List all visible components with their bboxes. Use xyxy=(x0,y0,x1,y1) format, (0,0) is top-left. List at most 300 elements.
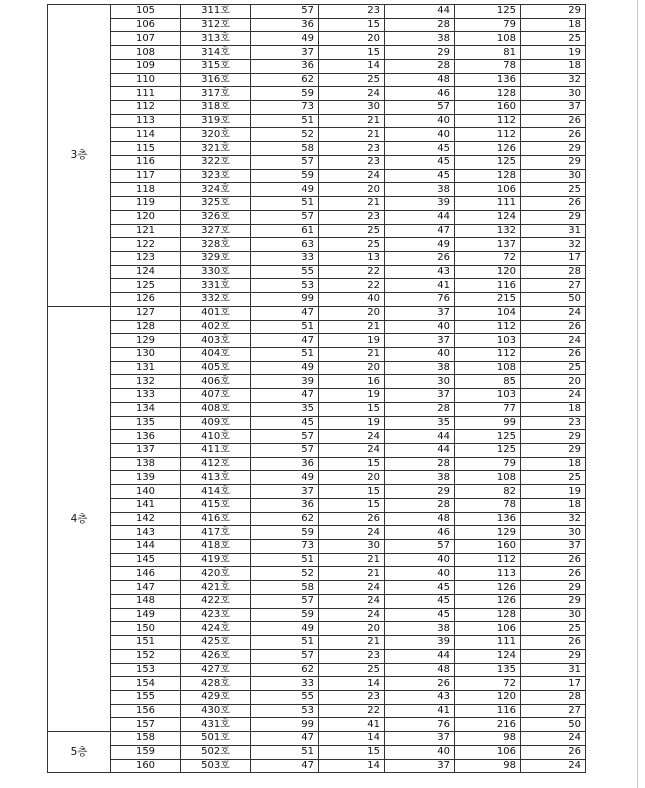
row-number-cell: 130 xyxy=(111,347,181,361)
area-value-1-cell: 39 xyxy=(251,375,319,389)
area-value-4-cell: 106 xyxy=(455,745,521,759)
area-value-5-cell: 26 xyxy=(521,114,586,128)
table-row xyxy=(48,732,586,746)
area-value-1-cell: 51 xyxy=(251,636,319,650)
row-number-cell: 150 xyxy=(111,622,181,636)
table-row xyxy=(48,498,586,512)
area-value-3-cell: 40 xyxy=(385,320,455,334)
area-value-1-cell: 73 xyxy=(251,540,319,554)
area-value-2-cell: 25 xyxy=(319,224,385,238)
area-value-1-cell: 55 xyxy=(251,265,319,279)
area-value-5-cell: 31 xyxy=(521,224,586,238)
unit-area-table xyxy=(47,4,586,773)
row-number-cell: 138 xyxy=(111,457,181,471)
unit-number-cell: 403호 xyxy=(181,334,251,348)
table-row xyxy=(48,649,586,663)
area-value-4-cell: 125 xyxy=(455,5,521,19)
unit-number-cell: 315호 xyxy=(181,59,251,73)
area-value-2-cell: 23 xyxy=(319,142,385,156)
area-value-4-cell: 99 xyxy=(455,416,521,430)
table-row xyxy=(48,389,586,403)
area-value-3-cell: 38 xyxy=(385,361,455,375)
row-number-cell: 112 xyxy=(111,101,181,115)
row-number-cell: 108 xyxy=(111,46,181,60)
area-value-5-cell: 50 xyxy=(521,293,586,307)
area-value-2-cell: 26 xyxy=(319,512,385,526)
area-value-1-cell: 57 xyxy=(251,210,319,224)
area-value-2-cell: 21 xyxy=(319,347,385,361)
area-value-2-cell: 15 xyxy=(319,18,385,32)
table-row xyxy=(48,430,586,444)
unit-number-cell: 412호 xyxy=(181,457,251,471)
floor-label: 5층 xyxy=(48,732,111,773)
area-value-3-cell: 44 xyxy=(385,649,455,663)
area-value-2-cell: 15 xyxy=(319,402,385,416)
area-value-3-cell: 28 xyxy=(385,59,455,73)
area-value-2-cell: 30 xyxy=(319,540,385,554)
unit-number-cell: 314호 xyxy=(181,46,251,60)
area-value-5-cell: 27 xyxy=(521,279,586,293)
area-value-1-cell: 57 xyxy=(251,649,319,663)
area-value-1-cell: 53 xyxy=(251,704,319,718)
area-value-4-cell: 132 xyxy=(455,224,521,238)
area-value-1-cell: 58 xyxy=(251,581,319,595)
row-number-cell: 140 xyxy=(111,485,181,499)
row-number-cell: 137 xyxy=(111,444,181,458)
unit-number-cell: 328호 xyxy=(181,238,251,252)
table-row xyxy=(48,375,586,389)
area-value-5-cell: 18 xyxy=(521,457,586,471)
area-value-5-cell: 30 xyxy=(521,608,586,622)
row-number-cell: 115 xyxy=(111,142,181,156)
area-value-1-cell: 49 xyxy=(251,471,319,485)
area-value-4-cell: 112 xyxy=(455,128,521,142)
area-value-5-cell: 29 xyxy=(521,155,586,169)
area-value-3-cell: 43 xyxy=(385,265,455,279)
row-number-cell: 132 xyxy=(111,375,181,389)
unit-number-cell: 417호 xyxy=(181,526,251,540)
area-value-1-cell: 51 xyxy=(251,320,319,334)
row-number-cell: 127 xyxy=(111,306,181,320)
row-number-cell: 110 xyxy=(111,73,181,87)
area-value-5-cell: 30 xyxy=(521,87,586,101)
table-row xyxy=(48,567,586,581)
area-value-1-cell: 63 xyxy=(251,238,319,252)
area-value-2-cell: 15 xyxy=(319,745,385,759)
area-value-5-cell: 18 xyxy=(521,18,586,32)
area-value-4-cell: 160 xyxy=(455,101,521,115)
unit-number-cell: 429호 xyxy=(181,690,251,704)
table-row xyxy=(48,636,586,650)
area-value-3-cell: 44 xyxy=(385,5,455,19)
area-value-4-cell: 135 xyxy=(455,663,521,677)
area-value-4-cell: 81 xyxy=(455,46,521,60)
area-value-4-cell: 116 xyxy=(455,279,521,293)
area-value-2-cell: 25 xyxy=(319,238,385,252)
area-value-3-cell: 45 xyxy=(385,594,455,608)
area-value-3-cell: 40 xyxy=(385,567,455,581)
row-number-cell: 125 xyxy=(111,279,181,293)
area-value-3-cell: 26 xyxy=(385,677,455,691)
page-edge-line xyxy=(637,0,638,788)
row-number-cell: 139 xyxy=(111,471,181,485)
area-value-1-cell: 57 xyxy=(251,444,319,458)
area-value-5-cell: 29 xyxy=(521,444,586,458)
area-value-1-cell: 47 xyxy=(251,759,319,773)
area-value-3-cell: 44 xyxy=(385,444,455,458)
unit-number-cell: 502호 xyxy=(181,745,251,759)
area-value-5-cell: 30 xyxy=(521,526,586,540)
area-value-4-cell: 120 xyxy=(455,690,521,704)
area-value-2-cell: 22 xyxy=(319,279,385,293)
area-value-3-cell: 38 xyxy=(385,183,455,197)
area-value-3-cell: 43 xyxy=(385,690,455,704)
area-value-3-cell: 46 xyxy=(385,87,455,101)
table-row xyxy=(48,526,586,540)
area-value-5-cell: 23 xyxy=(521,416,586,430)
table-row xyxy=(48,512,586,526)
area-value-3-cell: 44 xyxy=(385,430,455,444)
table-row xyxy=(48,622,586,636)
row-number-cell: 126 xyxy=(111,293,181,307)
area-value-3-cell: 47 xyxy=(385,224,455,238)
row-number-cell: 135 xyxy=(111,416,181,430)
table-row xyxy=(48,155,586,169)
area-value-1-cell: 36 xyxy=(251,498,319,512)
area-value-5-cell: 19 xyxy=(521,485,586,499)
row-number-cell: 142 xyxy=(111,512,181,526)
table-row xyxy=(48,265,586,279)
unit-number-cell: 332호 xyxy=(181,293,251,307)
area-value-4-cell: 120 xyxy=(455,265,521,279)
area-value-4-cell: 82 xyxy=(455,485,521,499)
area-value-3-cell: 76 xyxy=(385,718,455,732)
table-row xyxy=(48,402,586,416)
area-value-4-cell: 111 xyxy=(455,636,521,650)
area-value-5-cell: 29 xyxy=(521,649,586,663)
area-value-1-cell: 51 xyxy=(251,197,319,211)
row-number-cell: 145 xyxy=(111,553,181,567)
area-value-4-cell: 108 xyxy=(455,471,521,485)
unit-number-cell: 408호 xyxy=(181,402,251,416)
area-value-2-cell: 24 xyxy=(319,526,385,540)
area-value-4-cell: 113 xyxy=(455,567,521,581)
unit-number-cell: 320호 xyxy=(181,128,251,142)
row-number-cell: 109 xyxy=(111,59,181,73)
area-value-1-cell: 47 xyxy=(251,732,319,746)
unit-area-table-container xyxy=(47,4,586,773)
unit-number-cell: 415호 xyxy=(181,498,251,512)
area-value-2-cell: 15 xyxy=(319,485,385,499)
area-value-5-cell: 25 xyxy=(521,471,586,485)
table-row xyxy=(48,704,586,718)
row-number-cell: 148 xyxy=(111,594,181,608)
table-row xyxy=(48,87,586,101)
area-value-1-cell: 62 xyxy=(251,663,319,677)
area-value-4-cell: 128 xyxy=(455,87,521,101)
area-value-5-cell: 26 xyxy=(521,320,586,334)
area-value-1-cell: 57 xyxy=(251,155,319,169)
area-value-5-cell: 30 xyxy=(521,169,586,183)
area-value-4-cell: 78 xyxy=(455,498,521,512)
table-row xyxy=(48,183,586,197)
unit-number-cell: 411호 xyxy=(181,444,251,458)
unit-number-cell: 414호 xyxy=(181,485,251,499)
area-value-3-cell: 37 xyxy=(385,334,455,348)
area-value-4-cell: 77 xyxy=(455,402,521,416)
area-value-1-cell: 99 xyxy=(251,718,319,732)
area-value-2-cell: 19 xyxy=(319,334,385,348)
area-value-5-cell: 32 xyxy=(521,238,586,252)
area-value-1-cell: 49 xyxy=(251,622,319,636)
area-value-4-cell: 72 xyxy=(455,251,521,265)
area-value-1-cell: 49 xyxy=(251,361,319,375)
floor-label: 3층 xyxy=(48,5,111,307)
row-number-cell: 144 xyxy=(111,540,181,554)
table-row xyxy=(48,197,586,211)
unit-number-cell: 423호 xyxy=(181,608,251,622)
area-value-4-cell: 216 xyxy=(455,718,521,732)
area-value-3-cell: 39 xyxy=(385,636,455,650)
area-value-2-cell: 19 xyxy=(319,389,385,403)
area-value-4-cell: 137 xyxy=(455,238,521,252)
unit-number-cell: 318호 xyxy=(181,101,251,115)
area-value-3-cell: 57 xyxy=(385,540,455,554)
unit-number-cell: 331호 xyxy=(181,279,251,293)
area-value-4-cell: 124 xyxy=(455,649,521,663)
table-row xyxy=(48,663,586,677)
row-number-cell: 122 xyxy=(111,238,181,252)
area-value-2-cell: 24 xyxy=(319,430,385,444)
area-value-2-cell: 21 xyxy=(319,197,385,211)
area-value-5-cell: 20 xyxy=(521,375,586,389)
area-value-3-cell: 45 xyxy=(385,608,455,622)
table-row xyxy=(48,718,586,732)
area-value-4-cell: 125 xyxy=(455,430,521,444)
unit-number-cell: 425호 xyxy=(181,636,251,650)
unit-number-cell: 401호 xyxy=(181,306,251,320)
area-value-2-cell: 20 xyxy=(319,32,385,46)
area-value-2-cell: 22 xyxy=(319,265,385,279)
table-row xyxy=(48,128,586,142)
area-value-5-cell: 27 xyxy=(521,704,586,718)
area-value-3-cell: 38 xyxy=(385,32,455,46)
area-value-4-cell: 126 xyxy=(455,594,521,608)
area-value-3-cell: 28 xyxy=(385,457,455,471)
table-row xyxy=(48,210,586,224)
area-value-4-cell: 125 xyxy=(455,155,521,169)
area-value-3-cell: 38 xyxy=(385,471,455,485)
area-value-2-cell: 21 xyxy=(319,553,385,567)
unit-number-cell: 428호 xyxy=(181,677,251,691)
area-value-3-cell: 41 xyxy=(385,279,455,293)
unit-number-cell: 430호 xyxy=(181,704,251,718)
area-value-2-cell: 21 xyxy=(319,128,385,142)
unit-number-cell: 406호 xyxy=(181,375,251,389)
row-number-cell: 160 xyxy=(111,759,181,773)
area-value-4-cell: 98 xyxy=(455,732,521,746)
unit-number-cell: 316호 xyxy=(181,73,251,87)
row-number-cell: 157 xyxy=(111,718,181,732)
area-value-1-cell: 36 xyxy=(251,59,319,73)
area-value-2-cell: 41 xyxy=(319,718,385,732)
table-row xyxy=(48,608,586,622)
area-value-5-cell: 37 xyxy=(521,540,586,554)
area-value-4-cell: 85 xyxy=(455,375,521,389)
area-value-2-cell: 20 xyxy=(319,183,385,197)
row-number-cell: 105 xyxy=(111,5,181,19)
area-value-1-cell: 49 xyxy=(251,32,319,46)
area-value-2-cell: 25 xyxy=(319,663,385,677)
area-value-4-cell: 116 xyxy=(455,704,521,718)
table-row xyxy=(48,457,586,471)
area-value-4-cell: 78 xyxy=(455,59,521,73)
area-value-4-cell: 112 xyxy=(455,347,521,361)
area-value-5-cell: 26 xyxy=(521,636,586,650)
area-value-2-cell: 30 xyxy=(319,101,385,115)
area-value-2-cell: 14 xyxy=(319,59,385,73)
area-value-4-cell: 103 xyxy=(455,389,521,403)
area-value-1-cell: 57 xyxy=(251,430,319,444)
area-value-1-cell: 47 xyxy=(251,334,319,348)
area-value-3-cell: 48 xyxy=(385,663,455,677)
area-value-2-cell: 13 xyxy=(319,251,385,265)
area-value-3-cell: 30 xyxy=(385,375,455,389)
row-number-cell: 141 xyxy=(111,498,181,512)
unit-number-cell: 419호 xyxy=(181,553,251,567)
area-value-5-cell: 29 xyxy=(521,594,586,608)
unit-number-cell: 418호 xyxy=(181,540,251,554)
area-value-2-cell: 21 xyxy=(319,636,385,650)
area-value-3-cell: 46 xyxy=(385,526,455,540)
area-value-4-cell: 112 xyxy=(455,320,521,334)
table-row xyxy=(48,306,586,320)
area-value-1-cell: 57 xyxy=(251,594,319,608)
area-value-1-cell: 51 xyxy=(251,745,319,759)
area-value-2-cell: 23 xyxy=(319,649,385,663)
area-value-5-cell: 25 xyxy=(521,183,586,197)
unit-number-cell: 426호 xyxy=(181,649,251,663)
table-row xyxy=(48,320,586,334)
area-value-1-cell: 59 xyxy=(251,169,319,183)
unit-number-cell: 431호 xyxy=(181,718,251,732)
area-value-2-cell: 14 xyxy=(319,677,385,691)
unit-number-cell: 317호 xyxy=(181,87,251,101)
area-value-5-cell: 32 xyxy=(521,512,586,526)
row-number-cell: 156 xyxy=(111,704,181,718)
row-number-cell: 107 xyxy=(111,32,181,46)
area-value-5-cell: 17 xyxy=(521,677,586,691)
area-value-4-cell: 98 xyxy=(455,759,521,773)
row-number-cell: 154 xyxy=(111,677,181,691)
area-value-5-cell: 24 xyxy=(521,334,586,348)
row-number-cell: 136 xyxy=(111,430,181,444)
unit-number-cell: 421호 xyxy=(181,581,251,595)
area-value-1-cell: 55 xyxy=(251,690,319,704)
area-value-5-cell: 29 xyxy=(521,5,586,19)
area-value-3-cell: 38 xyxy=(385,622,455,636)
area-value-2-cell: 25 xyxy=(319,73,385,87)
area-value-4-cell: 124 xyxy=(455,210,521,224)
area-value-3-cell: 37 xyxy=(385,389,455,403)
area-value-1-cell: 51 xyxy=(251,553,319,567)
area-value-2-cell: 21 xyxy=(319,567,385,581)
table-row xyxy=(48,101,586,115)
unit-number-cell: 501호 xyxy=(181,732,251,746)
area-value-5-cell: 28 xyxy=(521,690,586,704)
area-value-1-cell: 35 xyxy=(251,402,319,416)
table-row xyxy=(48,224,586,238)
area-value-3-cell: 45 xyxy=(385,155,455,169)
area-value-3-cell: 44 xyxy=(385,210,455,224)
area-value-2-cell: 15 xyxy=(319,457,385,471)
unit-area-table-body xyxy=(48,5,586,773)
table-row xyxy=(48,581,586,595)
area-value-5-cell: 29 xyxy=(521,430,586,444)
area-value-1-cell: 58 xyxy=(251,142,319,156)
table-row xyxy=(48,416,586,430)
row-number-cell: 118 xyxy=(111,183,181,197)
table-row xyxy=(48,677,586,691)
area-value-1-cell: 59 xyxy=(251,526,319,540)
unit-number-cell: 312호 xyxy=(181,18,251,32)
row-number-cell: 147 xyxy=(111,581,181,595)
area-value-1-cell: 33 xyxy=(251,677,319,691)
area-value-2-cell: 24 xyxy=(319,581,385,595)
table-row xyxy=(48,485,586,499)
table-row xyxy=(48,169,586,183)
area-value-4-cell: 79 xyxy=(455,457,521,471)
floor-label: 4층 xyxy=(48,306,111,731)
row-number-cell: 158 xyxy=(111,732,181,746)
area-value-1-cell: 36 xyxy=(251,18,319,32)
table-row xyxy=(48,251,586,265)
area-value-3-cell: 40 xyxy=(385,745,455,759)
area-value-2-cell: 15 xyxy=(319,46,385,60)
table-row xyxy=(48,73,586,87)
area-value-1-cell: 57 xyxy=(251,5,319,19)
area-value-5-cell: 29 xyxy=(521,142,586,156)
table-row xyxy=(48,238,586,252)
area-value-3-cell: 37 xyxy=(385,759,455,773)
unit-number-cell: 405호 xyxy=(181,361,251,375)
area-value-2-cell: 21 xyxy=(319,114,385,128)
area-value-3-cell: 40 xyxy=(385,347,455,361)
unit-number-cell: 319호 xyxy=(181,114,251,128)
row-number-cell: 119 xyxy=(111,197,181,211)
area-value-2-cell: 23 xyxy=(319,5,385,19)
area-value-5-cell: 26 xyxy=(521,347,586,361)
area-value-1-cell: 37 xyxy=(251,485,319,499)
unit-number-cell: 324호 xyxy=(181,183,251,197)
area-value-3-cell: 40 xyxy=(385,128,455,142)
area-value-1-cell: 53 xyxy=(251,279,319,293)
area-value-2-cell: 24 xyxy=(319,608,385,622)
area-value-3-cell: 28 xyxy=(385,402,455,416)
unit-number-cell: 503호 xyxy=(181,759,251,773)
area-value-3-cell: 49 xyxy=(385,238,455,252)
row-number-cell: 117 xyxy=(111,169,181,183)
area-value-1-cell: 45 xyxy=(251,416,319,430)
area-value-5-cell: 24 xyxy=(521,759,586,773)
area-value-3-cell: 57 xyxy=(385,101,455,115)
area-value-5-cell: 24 xyxy=(521,389,586,403)
area-value-2-cell: 24 xyxy=(319,444,385,458)
area-value-5-cell: 24 xyxy=(521,732,586,746)
area-value-5-cell: 29 xyxy=(521,210,586,224)
area-value-2-cell: 19 xyxy=(319,416,385,430)
row-number-cell: 123 xyxy=(111,251,181,265)
